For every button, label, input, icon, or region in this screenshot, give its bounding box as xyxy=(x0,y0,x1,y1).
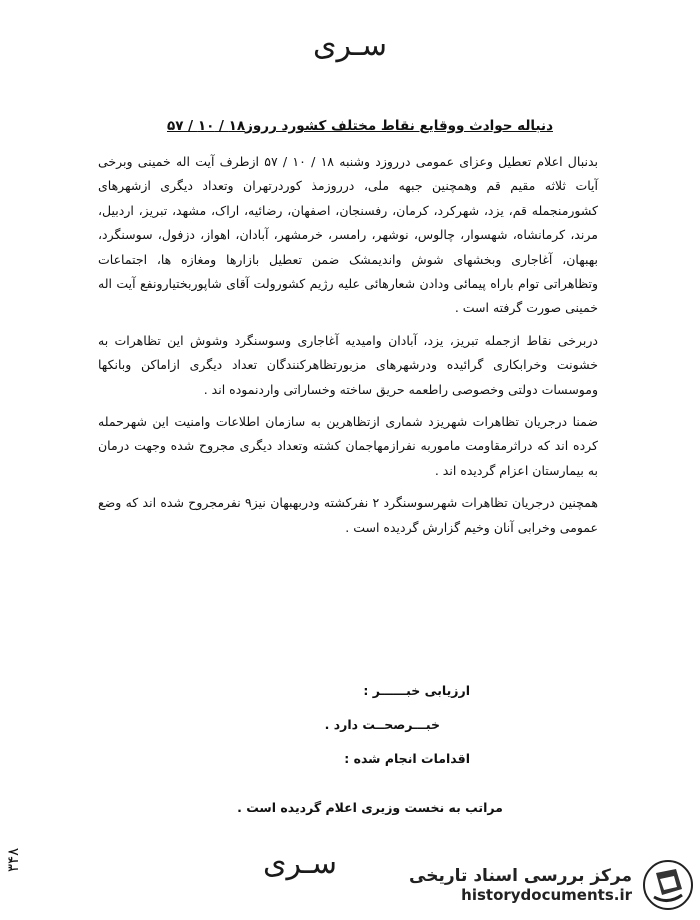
body-paragraph-3: ضمنا درجریان تظاهرات شهریزد شماری ازتظاهرین به سازمان اطلاعات وامنیت این شهرحمله کرده اند که دراثرمقاومت ماموربه نفرازمهاجمان کشته وتعداد دیگری مجروح شده وجهت درمان به بیمارستان اعزام گردیده اند . xyxy=(98,414,598,478)
classification-stamp-bottom: سـری xyxy=(263,846,337,881)
page-number: ۳۴۸ xyxy=(4,847,22,872)
logo-text xyxy=(409,866,632,904)
logo-url: historydocuments.ir xyxy=(461,886,632,905)
document-body xyxy=(98,150,598,548)
document-title: دنباله حوادث ووقایع نقاط مختلف کشورد رروز۱۸ / ۱۰ / ۵۷ xyxy=(167,118,553,134)
body-paragraph-2: دربرخی نقاط ازجمله تبریز، یزد، آبادان وامیدیه آغاجاری وسوسنگرد وشوش این تظاهرات به خشونت وخرابکاری گرائیده ودرشهرهای مزبورتظاهرکنندگان تعداد دیگری ازاماکن وبانکها وموسسات دولتی وخصوصی راطعمه حریق ساخته وخساراتی واردنموده اند . xyxy=(98,332,598,397)
archive-logo xyxy=(400,850,700,920)
assessment-block xyxy=(150,680,470,782)
closing-statement: مراتب به نخست وزیری اعلام گردیده است . xyxy=(237,800,503,815)
classification-stamp-top: سـری xyxy=(313,28,387,63)
actions-label: اقدامات انجام شده : xyxy=(344,751,470,766)
archive-emblem-icon xyxy=(642,859,694,911)
assessment-value: خبـــرصحــت دارد . xyxy=(324,717,440,732)
body-paragraph-4: همچنین درجریان تظاهرات شهرسوسنگرد ۲ نفرکشته ودربهبهان نیز۹ نفرمجروح شده اند که وضع عمومی وخرابی آنان وخیم گزارش گردیده است . xyxy=(98,495,598,535)
logo-title: مرکز بررسی اسناد تاریخی xyxy=(409,865,632,886)
assessment-label: ارزیابی خبــــــر : xyxy=(363,683,470,698)
body-paragraph-1: بدنبال اعلام تعطیل وعزای عمومی درروزد وشنبه ۱۸ / ۱۰ / ۵۷ ازطرف آیت اله خمینی وبرخی آیات ثلاثه مقیم قم وهمچنین جبهه ملی، درروزمذ کوردرتهران وتعداد دیگری ازشهرهای کشورمنجمله قم، یزد، شهرکرد، کرمان، رفسنجان، اصفهان، رضائیه، اراک، مشهد، تبریز، اردبیل، مرند، کرمانشاه، شهسوار، چالوس، نوشهر، رامسر، خرمشهر، آبادان، اهواز، دزفول، سوسنگرد، بهبهان، آغاجاری وبخشهای شوش واندیمشک ضمن تعطیل بازارها ومغازه ها، اجتماعات وتظاهراتی توام باراه پیمائی ودادن شعارهائی علیه رژیم کشورولت آقای شاپوربختیارونفع آیت اله خمینی صورت گرفته است . xyxy=(98,154,598,316)
